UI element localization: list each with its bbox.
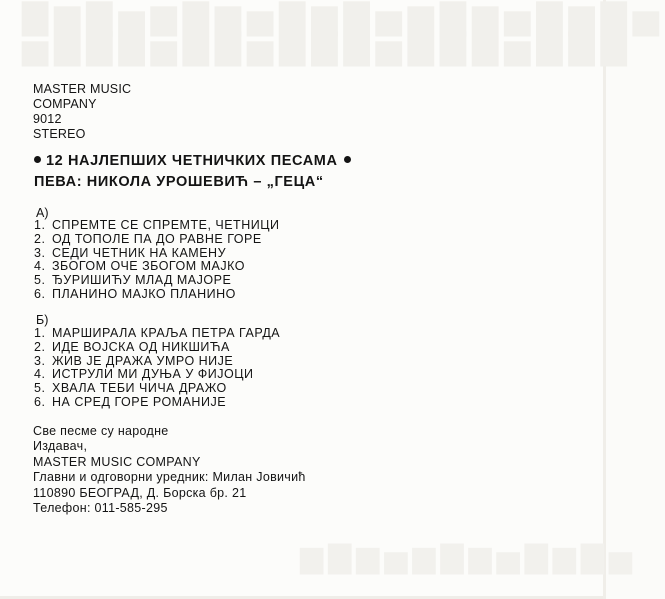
track-number: 5. <box>34 381 46 396</box>
track-item <box>34 396 280 410</box>
credits-publisher-label: Издавач, <box>33 439 88 454</box>
track-title: ОД ТОПОЛЕ ПА ДО РАВНЕ ГОРЕ <box>51 231 262 246</box>
audio-format: STEREO <box>33 127 86 141</box>
track-title: НА СРЕД ГОРЕ РОМАНИЈЕ <box>51 394 227 409</box>
bleed-through-decoration: ▇▆▇▅▆▇▆▅▇▆▇▅▆▇▆▅▇▆▇▅ ▅▆▇▆▅▆▇▅▆▇▆▅▆▇▆▅▆▇▆ <box>22 0 665 66</box>
label-line: COMPANY <box>33 97 97 111</box>
track-number: 6. <box>34 394 46 409</box>
album-title <box>34 151 351 172</box>
track-number: 4. <box>34 259 46 274</box>
credits-block <box>33 424 306 516</box>
track-item <box>34 260 279 274</box>
label-line: MASTER MUSIC <box>33 82 132 96</box>
track-number: 5. <box>34 273 46 288</box>
track-item <box>34 341 280 355</box>
track-number: 6. <box>34 286 46 301</box>
track-item <box>34 288 279 302</box>
track-number: 3. <box>34 353 46 368</box>
label-info <box>33 82 131 142</box>
bullet-icon <box>34 156 41 163</box>
credits-editor: Главни и одговорни уредник: Милан Јовичић <box>33 470 306 485</box>
performer-line: ПЕВА: НИКОЛА УРОШЕВИЋ – „ГЕЦА“ <box>34 174 324 190</box>
album-headline <box>34 151 351 193</box>
track-title: СЕДИ ЧЕТНИК НА КАМЕНУ <box>51 245 227 260</box>
track-number: 1. <box>34 326 46 340</box>
track-title: СПРЕМТЕ СЕ СПРЕМТЕ, ЧЕТНИЦИ <box>51 218 280 232</box>
track-number: 4. <box>34 367 46 382</box>
track-title: ЗБОГОМ ОЧЕ ЗБОГОМ МАЈКО <box>51 259 245 274</box>
track-number: 2. <box>34 339 46 354</box>
track-item <box>34 219 279 233</box>
catalog-number: 9012 <box>33 112 62 126</box>
side-b-label: Б) <box>36 313 49 327</box>
side-a-label: A) <box>36 206 49 220</box>
track-title: ПЛАНИНО МАЈКО ПЛАНИНО <box>51 286 236 301</box>
credits-phone: Телефон: 011-585-295 <box>33 501 168 516</box>
track-number: 3. <box>34 245 46 260</box>
track-item <box>34 233 279 247</box>
track-item <box>34 274 279 288</box>
side-b-tracklist <box>34 327 280 410</box>
bleed-through-decoration-bottom: ▆▇▆▅▆▇▆▅▇▆▇▅ <box>300 541 637 574</box>
track-title: ИСТРУЛИ МИ ДУЊА У ФИЈОЦИ <box>51 367 254 382</box>
side-a-tracklist <box>34 219 279 302</box>
bullet-icon <box>344 156 351 163</box>
track-title: ЖИВ ЈЕ ДРАЖА УМРО НИЈЕ <box>51 353 234 368</box>
track-item <box>34 355 280 369</box>
track-title: ХВАЛА ТЕБИ ЧИЧА ДРАЖО <box>51 381 227 396</box>
track-item <box>34 247 279 261</box>
credits-folk-note: Све песме су народне <box>33 424 169 438</box>
track-item <box>34 327 280 341</box>
track-item <box>34 368 280 382</box>
album-title-text: 12 НАЈЛЕПШИХ ЧЕТНИЧКИХ ПЕСАМА <box>46 153 338 169</box>
track-number: 1. <box>34 218 46 232</box>
track-title: ИДЕ ВОЈСКА ОД НИКШИЋА <box>51 339 230 354</box>
credits-publisher-name: MASTER MUSIC COMPANY <box>33 454 201 469</box>
track-title: ЂУРИШИЋУ МЛАД МАЈОРЕ <box>51 273 232 288</box>
track-item <box>34 382 280 396</box>
credits-address: 110890 БЕОГРАД, Д. Борска бр. 21 <box>33 485 247 500</box>
track-number: 2. <box>34 231 46 246</box>
track-title: МАРШИРАЛА КРАЉА ПЕТРА ГАРДА <box>51 326 281 340</box>
